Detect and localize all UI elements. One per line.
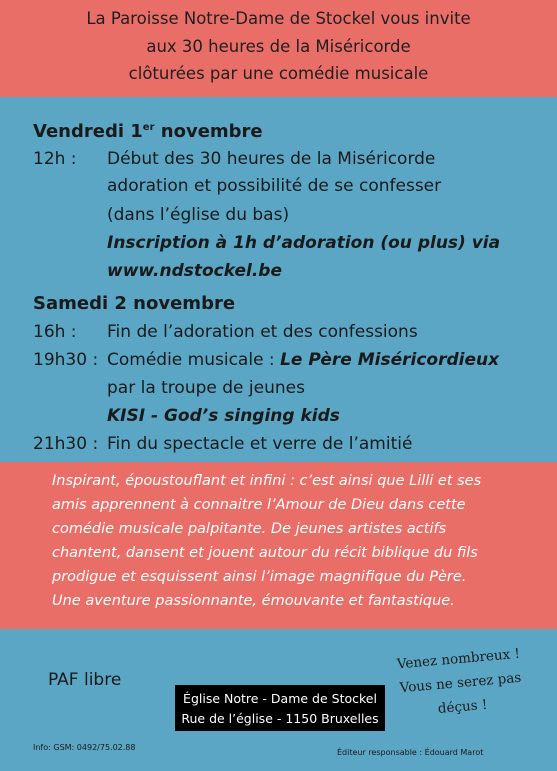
day1-heading-post: novembre xyxy=(154,121,263,142)
description-line-5: prodigue et esquissent ainsi l’image magnifique du Père. xyxy=(52,569,467,585)
welcome-note xyxy=(375,640,546,726)
day1-line-1: Début des 30 heures de la Miséricorde xyxy=(107,149,436,169)
day1-heading-pre: Vendredi 1 xyxy=(33,121,143,142)
day2-line-2-pre: Comédie musicale : xyxy=(107,350,281,370)
day2-show-title: Le Père Miséricordieux xyxy=(280,350,500,370)
welcome-line-1: Venez nombreux ! xyxy=(396,645,521,673)
day2-time-1: 16h : xyxy=(33,322,77,342)
header-line-3: clôturées par une comédie musicale xyxy=(128,64,429,83)
address-line-2: Rue de l’église - 1150 Bruxelles xyxy=(181,711,379,726)
day1-line-3: (dans l’église du bas) xyxy=(107,205,290,225)
day1-registration: Inscription à 1h d’adoration (ou plus) via xyxy=(107,233,501,253)
editor-credit: Éditeur responsable : Édouard Marot xyxy=(337,748,484,757)
description-line-2: amis apprennent à connaitre l’Amour de Dieu dans cette xyxy=(52,497,466,513)
welcome-line-2: Vous ne serez pas xyxy=(399,669,522,697)
day2-time-3: 21h30 : xyxy=(33,434,99,454)
address-line-1: Église Notre - Dame de Stockel xyxy=(183,691,377,706)
paf-label: PAF libre xyxy=(48,670,122,690)
day2-line-3: par la troupe de jeunes xyxy=(107,378,305,398)
contact-info: Info: GSM: 0492/75.02.88 xyxy=(33,743,136,752)
schedule-section xyxy=(0,97,557,462)
description-line-1: Inspirant, époustouflant et infini : c’est ainsi que Lilli et ses xyxy=(52,473,482,489)
day2-heading: Samedi 2 novembre xyxy=(33,293,236,314)
day2-line-1: Fin de l’adoration et des confessions xyxy=(107,322,418,342)
day1-time-1: 12h : xyxy=(33,149,77,169)
description-line-4: chantent, dansent et jouent autour du récit biblique du fils xyxy=(52,545,478,561)
day1-line-2: adoration et possibilité de se confesser xyxy=(107,176,442,196)
day2-troupe: KISI - God’s singing kids xyxy=(107,406,340,426)
day2-line-2 xyxy=(107,350,499,370)
day2-line-5: Fin du spectacle et verre de l’amitié xyxy=(107,434,413,454)
day1-heading xyxy=(33,121,263,142)
description-band xyxy=(0,462,557,629)
header-line-1: La Paroisse Notre-Dame de Stockel vous invite xyxy=(86,9,471,28)
welcome-line-3: déçus ! xyxy=(437,696,488,718)
day1-website: www.ndstockel.be xyxy=(107,261,282,281)
header-line-2: aux 30 heures de la Miséricorde xyxy=(146,37,411,56)
header-band xyxy=(0,0,557,97)
description-line-3: comédie musicale palpitante. De jeunes artistes actifs xyxy=(52,521,447,537)
day1-heading-sup: er xyxy=(142,122,155,133)
address-box xyxy=(175,685,385,731)
description-line-6: Une aventure passionnante, émouvante et fantastique. xyxy=(52,593,455,609)
day2-time-2: 19h30 : xyxy=(33,350,99,370)
